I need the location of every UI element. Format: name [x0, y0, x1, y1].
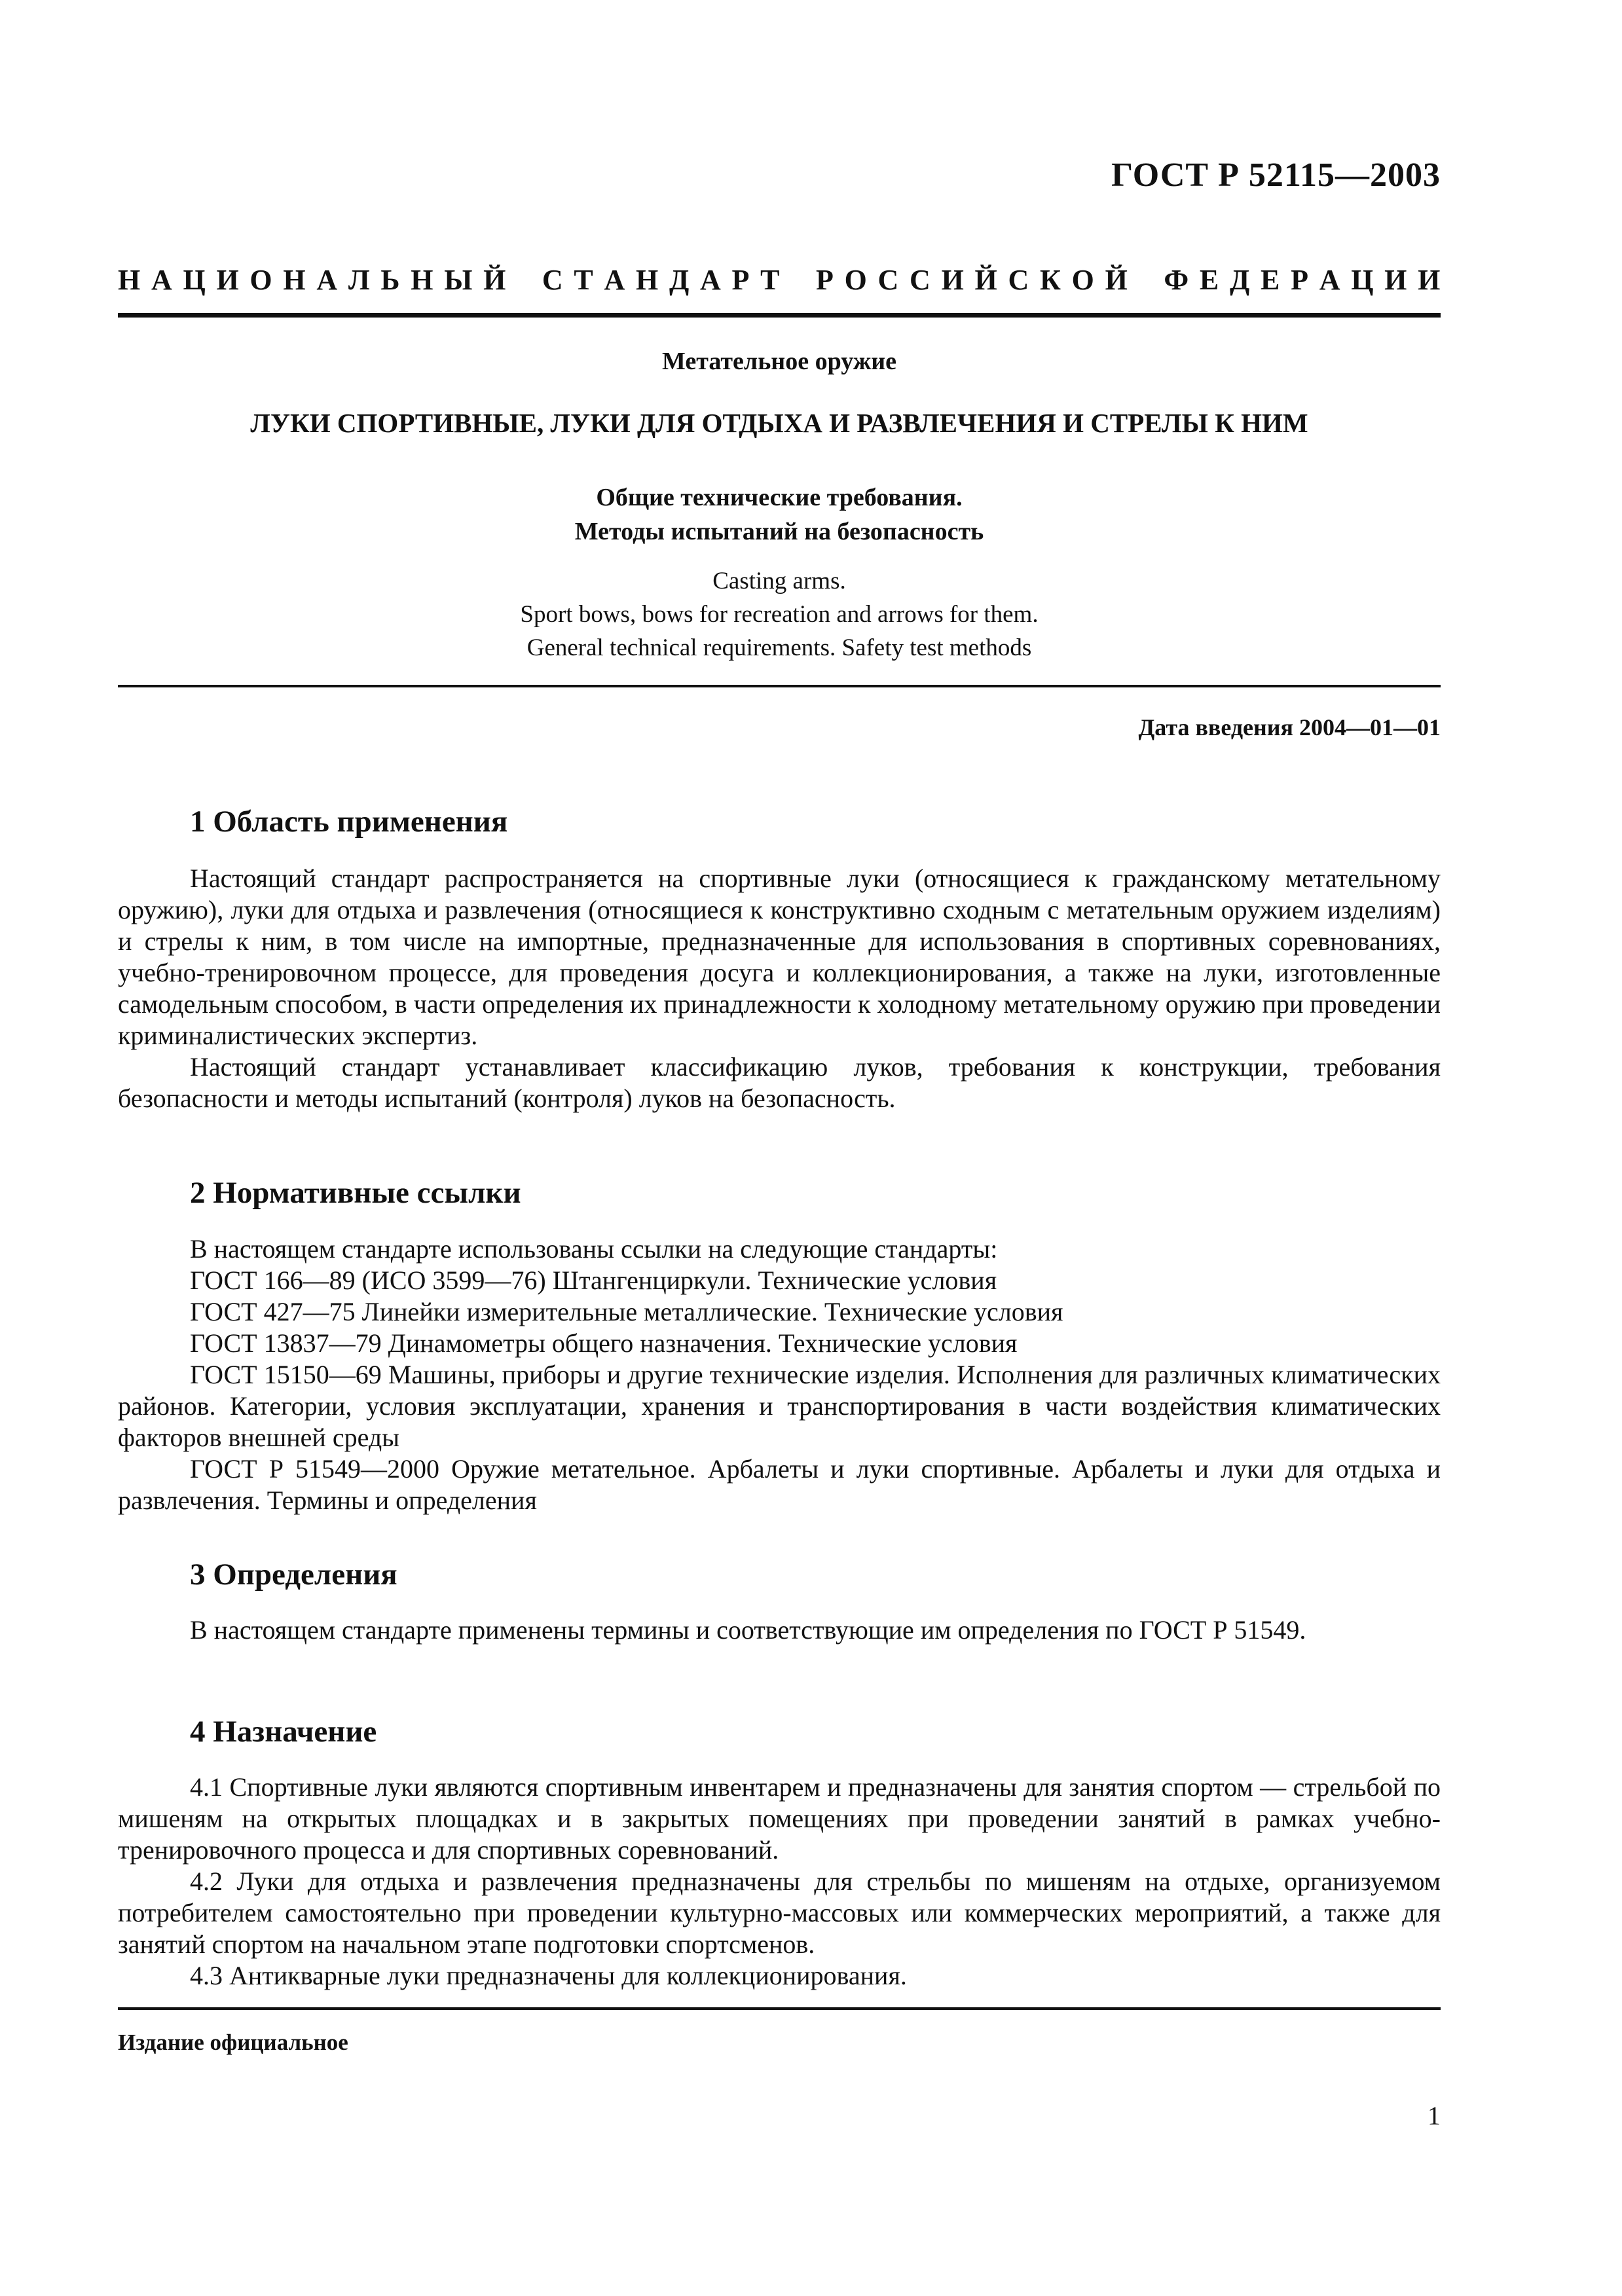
- heading-letter: И: [1418, 264, 1441, 296]
- section-heading-4: 4 Назначение: [190, 1715, 377, 1749]
- heading-letter: Ы: [444, 264, 473, 296]
- heading-letter: Н: [118, 264, 141, 296]
- heading-letter: С: [877, 264, 899, 296]
- heading-letter: Й: [974, 264, 997, 296]
- paragraph: Настоящий стандарт устанавливает классификацию луков, требования к конструкции, требования безопасности и методы испытаний (контроля) луков на безопасность.: [118, 1052, 1441, 1113]
- heading-letter: С: [542, 264, 563, 296]
- section-body-2: [118, 1233, 1441, 1516]
- english-line-1: Casting arms.: [712, 568, 846, 594]
- footer-rule: [118, 2007, 1441, 2010]
- heading-letter: Р: [731, 264, 750, 296]
- heading-letter: С: [1008, 264, 1029, 296]
- heading-letter: Ф: [1164, 264, 1189, 296]
- page-number: 1: [1428, 2101, 1441, 2130]
- document-code: ГОСТ Р 52115—2003: [1111, 156, 1441, 194]
- heading-letter: Е: [1260, 264, 1280, 296]
- section-body-3: [118, 1614, 1441, 1646]
- introduction-date: Дата введения 2004—01—01: [1138, 714, 1441, 740]
- document-page: [118, 0, 1441, 2296]
- heading-letter: И: [1384, 264, 1407, 296]
- heading-letter: Д: [1229, 264, 1250, 296]
- reference-item: ГОСТ 166—89 (ИСО 3599—76) Штангенциркули. Технические условия: [190, 1266, 997, 1295]
- heading-letter: Р: [815, 264, 834, 296]
- title-rule: [118, 685, 1441, 687]
- reference-item: ГОСТ 13837—79 Динамометры общего назначения. Технические условия: [190, 1328, 1018, 1358]
- subtitle-line-1: Общие технические требования.: [596, 484, 963, 511]
- heading-letter: Н: [411, 264, 433, 296]
- paragraph: 4.2 Луки для отдыха и развлечения предназначены для стрельбы по мишеням на отдыхе, организуемом потребителем самостоятельно при проведении культурно-массовых или коммерческих мероприятий, а также для занятий спортом на начальном этапе подготовки спортсменов.: [118, 1867, 1441, 1959]
- heading-letter: Д: [669, 264, 690, 296]
- english-title: [118, 564, 1441, 665]
- heading-letter: О: [1071, 264, 1094, 296]
- section-body-4: [118, 1772, 1441, 1992]
- paragraph: Настоящий стандарт распространяется на спортивные луки (относящиеся к гражданскому метательному оружию), луки для отдыха и развлечения (относящиеся к конструктивно сходным с метательным оружием изделиям) и стрелы к ним, в том числе на импортные, предназначенные для использования в спортивных соревнованиях, учебно-тренировочном процессе, для проведения досуга и коллекционирования, а также на луки, изготовленные самодельным способом, в части определения их принадлежности к холодному метательному оружию при проведении криминалистических экспертиз.: [118, 864, 1441, 1050]
- heading-letter: А: [604, 264, 625, 296]
- paragraph: В настоящем стандарте применены термины и соответствующие им определения по ГОСТ Р 51549.: [190, 1615, 1306, 1645]
- heading-letter: Н: [635, 264, 659, 296]
- national-standard-heading: [118, 263, 1441, 297]
- heading-letter: [790, 263, 805, 297]
- reference-item: ГОСТ Р 51549—2000 Оружие метательное. Арбалеты и луки спортивные. Арбалеты и луки для отдыха и развлечения. Термины и определения: [118, 1454, 1441, 1515]
- heading-letter: С: [910, 264, 931, 296]
- heading-letter: И: [216, 264, 239, 296]
- heading-letter: Й: [1105, 264, 1128, 296]
- heading-letter: Р: [1291, 264, 1308, 296]
- section-heading-3: 3 Определения: [190, 1558, 397, 1592]
- heading-letter: Ь: [380, 264, 400, 296]
- heading-letter: Т: [574, 264, 593, 296]
- heading-letter: К: [1040, 264, 1061, 296]
- heading-letter: Е: [1199, 264, 1219, 296]
- heading-letter: А: [316, 264, 338, 296]
- heading-letter: Т: [760, 264, 780, 296]
- paragraph: В настоящем стандарте использованы ссылки на следующие стандарты:: [190, 1234, 998, 1264]
- subtitle-line-2: Методы испытаний на безопасность: [574, 518, 984, 545]
- heading-letter: Ц: [183, 264, 206, 296]
- heading-letter: А: [151, 264, 172, 296]
- reference-item: ГОСТ 427—75 Линейки измерительные металлические. Технические условия: [190, 1297, 1063, 1326]
- heading-letter: О: [844, 264, 867, 296]
- section-body-1: [118, 863, 1441, 1114]
- heading-letter: Л: [348, 264, 370, 296]
- heading-letter: А: [1319, 264, 1340, 296]
- category-title: Метательное оружие: [661, 348, 897, 375]
- heading-letter: Н: [283, 264, 306, 296]
- section-heading-2: 2 Нормативные ссылки: [190, 1176, 521, 1210]
- english-line-2: Sport bows, bows for recreation and arrows for them.: [520, 601, 1039, 628]
- heading-letter: И: [941, 264, 964, 296]
- header-rule: [118, 313, 1441, 318]
- english-line-3: General technical requirements. Safety test methods: [526, 634, 1032, 661]
- paragraph: 4.3 Антикварные луки предназначены для коллекционирования.: [190, 1961, 907, 1990]
- heading-letter: Ц: [1351, 264, 1374, 296]
- official-edition-label: Издание официальное: [118, 2030, 348, 2055]
- heading-letter: [1139, 263, 1153, 297]
- subtitle: [118, 481, 1441, 549]
- heading-letter: Й: [483, 264, 506, 296]
- heading-letter: [517, 263, 531, 297]
- section-heading-1: 1 Область применения: [190, 805, 508, 839]
- heading-letter: О: [249, 264, 272, 296]
- main-title: ЛУКИ СПОРТИВНЫЕ, ЛУКИ ДЛЯ ОТДЫХА И РАЗВЛЕЧЕНИЯ И СТРЕЛЫ К НИМ: [250, 408, 1308, 438]
- heading-letter: А: [699, 264, 721, 296]
- paragraph: 4.1 Спортивные луки являются спортивным инвентарем и предназначены для занятия спортом — стрельбой по мишеням на открытых площадках и в закрытых помещениях при проведении занятий в рамках учебно-тренировочного процесса и для спортивных соревнований.: [118, 1772, 1441, 1865]
- reference-item: ГОСТ 15150—69 Машины, приборы и другие технические изделия. Исполнения для различных климатических районов. Категории, условия эксплуатации, хранения и транспортирования в части воздействия климатических факторов внешней среды: [118, 1360, 1441, 1452]
